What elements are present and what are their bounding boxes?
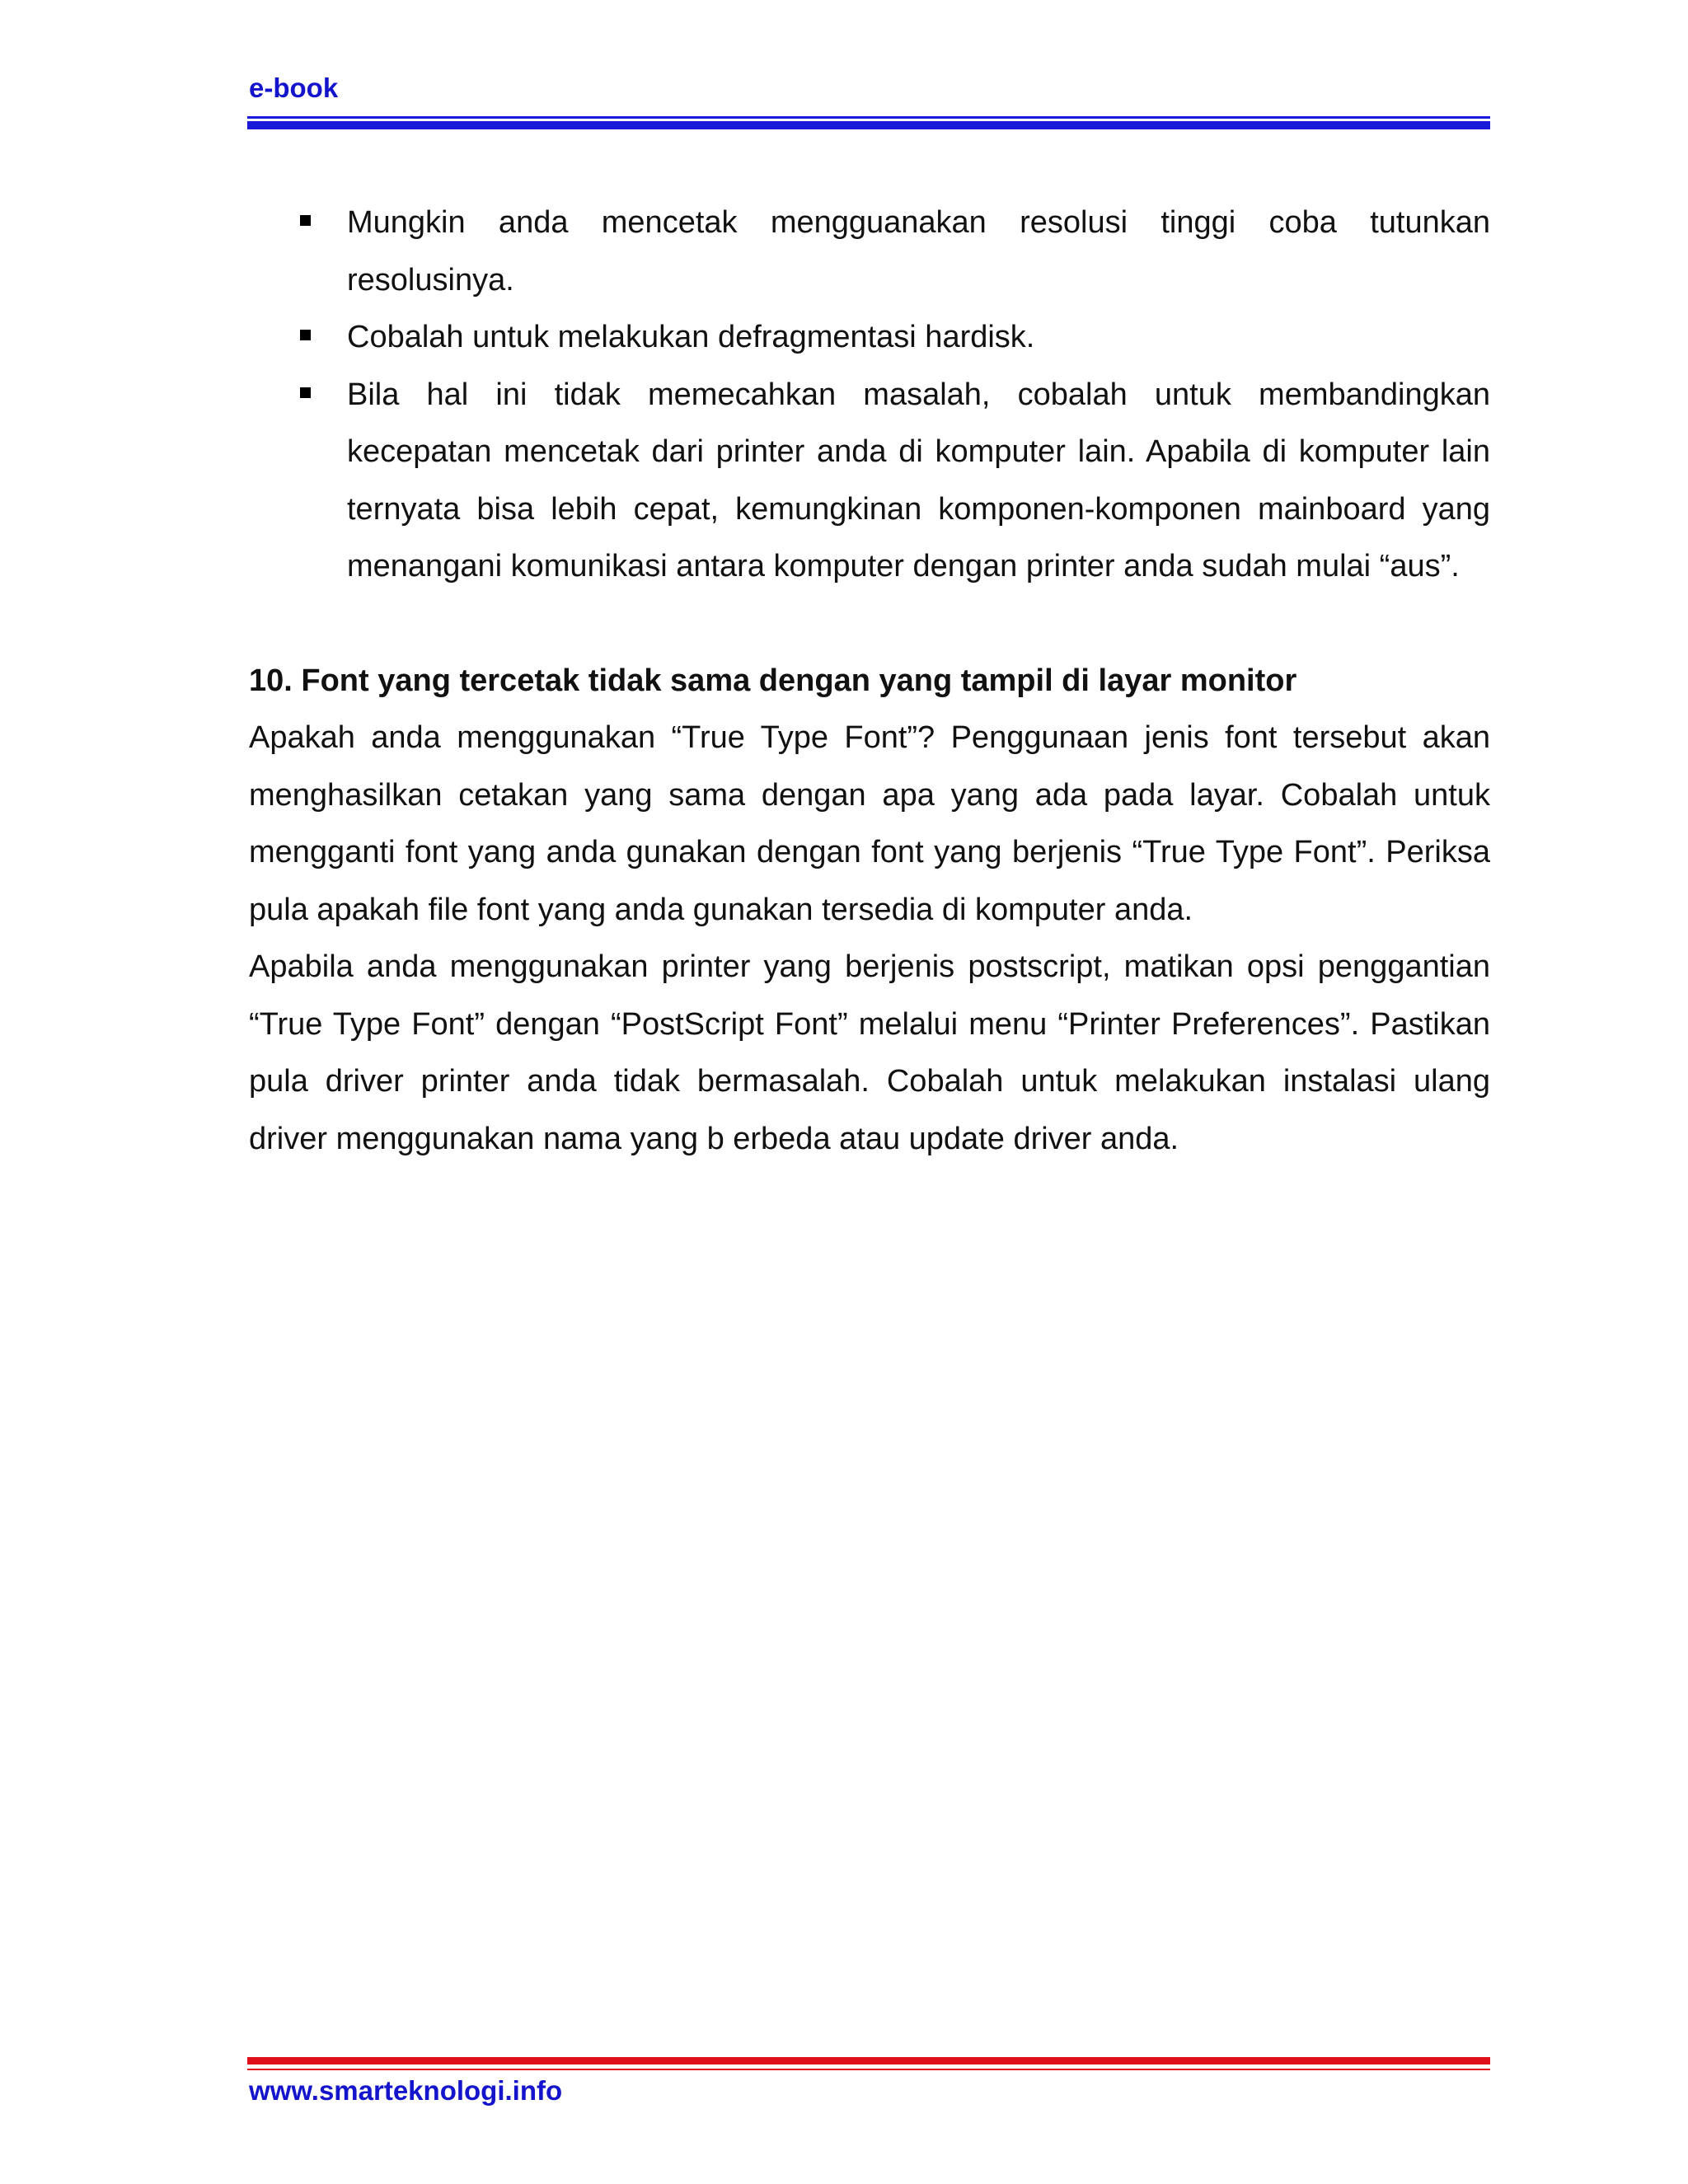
bullet-text: Cobalah untuk melakukan defragmentasi hardisk. [347,320,1035,354]
bullet-text: Mungkin anda mencetak mengguanakan resolusi tinggi coba tutunkan resolusinya. [347,205,1490,298]
footer-website-url: www.smarteknologi.info [249,2075,563,2106]
square-bullet-icon [300,330,311,340]
bullet-item [249,194,1490,309]
bullet-item [249,309,1490,367]
square-bullet-icon [300,387,311,398]
ebook-label: e-book [249,73,339,103]
section-paragraph: Apakah anda menggunakan “True Type Font”? Penggunaan jenis font tersebut akan menghasilkan cetakan yang sama dengan apa yang ada pada layar. Cobalah untuk mengganti font yang anda gunakan dengan font yang berjenis “True Type Font”. Periksa pula apakah file font yang anda gunakan tersedia di komputer anda. [249,720,1490,927]
section-paragraph: Apabila anda menggunakan printer yang berjenis postscript, matikan opsi penggantian “True Type Font” dengan “PostScript Font” melalui menu “Printer Preferences”. Pastikan pula driver printer anda tidak bermasalah. Cobalah untuk melakukan instalasi ulang driver menggunakan nama yang b erbeda atau update driver anda. [249,949,1490,1156]
bullet-item [249,367,1490,596]
bullet-text: Bila hal ini tidak memecahkan masalah, cobalah untuk membandingkan kecepatan mencetak dari printer anda di komputer lain. Apabila di komputer lain ternyata bisa lebih cepat, kemungkinan komponen-komponen mainboard yang menangani komunikasi antara komputer dengan printer anda sudah mulai “aus”. [347,377,1490,583]
page-content [249,194,1490,1168]
section-heading: 10. Font yang tercetak tidak sama dengan yang tampil di layar monitor [249,663,1297,698]
header-rule-thin [247,116,1490,119]
footer-rule-thick [247,2057,1490,2064]
header-rule-thick [247,121,1490,129]
square-bullet-icon [300,215,311,226]
footer-rule-thin [247,2069,1490,2070]
bullet-list [249,194,1490,596]
